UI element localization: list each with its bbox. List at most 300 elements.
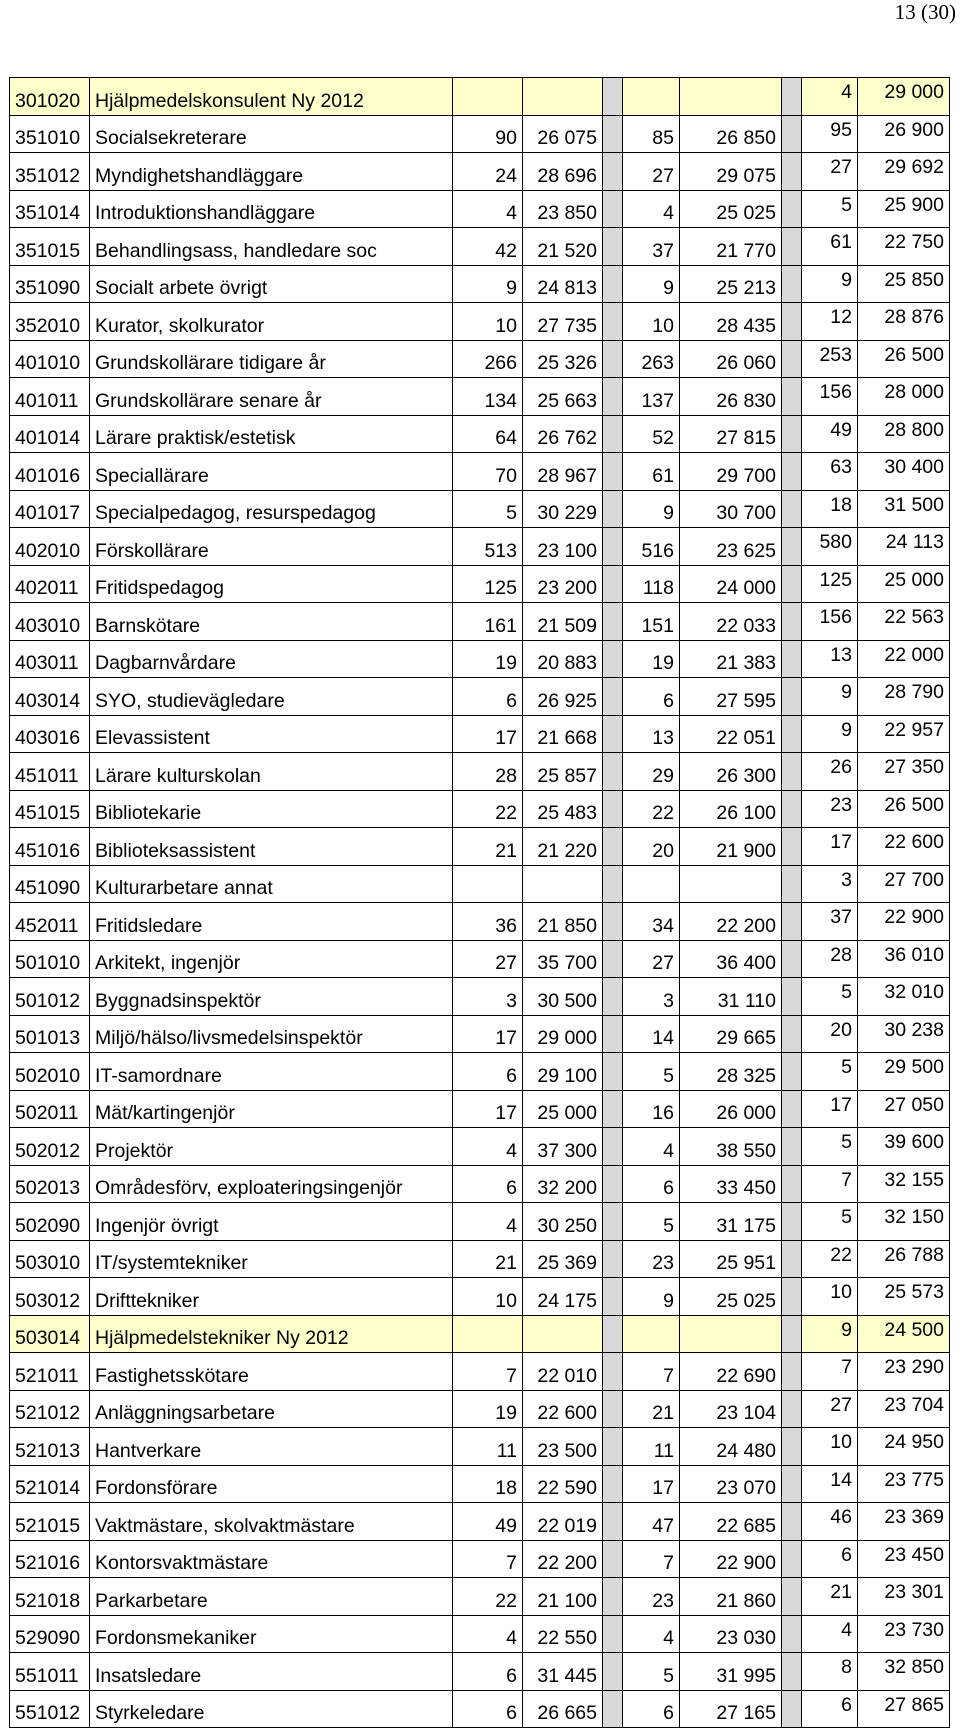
cell-salary-3: 22 750 (858, 228, 950, 266)
cell-title: Miljö/hälso/livsmedelsinspektör (90, 1015, 453, 1053)
cell-salary-2: 25 213 (680, 265, 782, 303)
cell-count-3: 3 (802, 865, 858, 903)
page-number: 13 (30) (894, 0, 956, 24)
cell-salary-2: 23 625 (680, 528, 782, 566)
cell-salary-1: 37 300 (523, 1128, 603, 1166)
cell-title: Fastighetsskötare (90, 1353, 453, 1391)
cell-count-2: 37 (623, 228, 680, 266)
table-row (10, 1203, 950, 1241)
cell-code: 551011 (10, 1653, 90, 1691)
cell-count-2 (623, 865, 680, 903)
cell-salary-3: 36 010 (858, 940, 950, 978)
cell-salary-3: 28 790 (858, 678, 950, 716)
cell-title: Fordonsförare (90, 1465, 453, 1503)
cell-code: 521018 (10, 1578, 90, 1616)
cell-salary-2: 21 860 (680, 1578, 782, 1616)
cell-title: Kurator, skolkurator (90, 303, 453, 341)
cell-title: Hantverkare (90, 1428, 453, 1466)
column-separator (603, 1165, 623, 1203)
cell-count-1: 161 (453, 603, 523, 641)
cell-count-3: 5 (802, 1128, 858, 1166)
cell-count-2: 6 (623, 1690, 680, 1728)
cell-count-1: 36 (453, 903, 523, 941)
table-row (10, 115, 950, 153)
cell-salary-2: 26 100 (680, 790, 782, 828)
cell-count-1: 6 (453, 1165, 523, 1203)
column-separator (603, 1015, 623, 1053)
cell-salary-2: 23 070 (680, 1465, 782, 1503)
cell-salary-2 (680, 78, 782, 116)
column-separator (603, 1315, 623, 1353)
cell-salary-3: 39 600 (858, 1128, 950, 1166)
table-row (10, 753, 950, 791)
column-separator (782, 1015, 802, 1053)
cell-count-2: 61 (623, 453, 680, 491)
cell-salary-1: 23 200 (523, 565, 603, 603)
cell-count-1: 4 (453, 190, 523, 228)
cell-code: 521012 (10, 1390, 90, 1428)
cell-salary-2: 21 770 (680, 228, 782, 266)
cell-salary-2: 27 595 (680, 678, 782, 716)
cell-salary-3: 28 876 (858, 303, 950, 341)
cell-salary-1: 31 445 (523, 1653, 603, 1691)
table-row (10, 1465, 950, 1503)
cell-salary-3: 30 238 (858, 1015, 950, 1053)
table-row (10, 1690, 950, 1728)
column-separator (782, 528, 802, 566)
cell-title: Kontorsvaktmästare (90, 1540, 453, 1578)
cell-salary-3: 22 000 (858, 640, 950, 678)
cell-salary-3: 27 700 (858, 865, 950, 903)
cell-salary-1: 29 000 (523, 1015, 603, 1053)
cell-count-2: 9 (623, 265, 680, 303)
cell-salary-1: 28 696 (523, 153, 603, 191)
cell-code: 451015 (10, 790, 90, 828)
column-separator (782, 153, 802, 191)
column-separator (603, 528, 623, 566)
column-separator (782, 115, 802, 153)
cell-salary-2: 21 900 (680, 828, 782, 866)
cell-salary-1: 30 250 (523, 1203, 603, 1241)
cell-salary-3: 22 900 (858, 903, 950, 941)
cell-count-2: 52 (623, 415, 680, 453)
cell-title: Behandlingsass, handledare soc (90, 228, 453, 266)
cell-title: Fordonsmekaniker (90, 1615, 453, 1653)
column-separator (782, 678, 802, 716)
column-separator (603, 715, 623, 753)
table-row (10, 190, 950, 228)
table-row (10, 1390, 950, 1428)
column-separator (603, 228, 623, 266)
cell-salary-2: 22 200 (680, 903, 782, 941)
column-separator (782, 1165, 802, 1203)
cell-salary-2: 26 850 (680, 115, 782, 153)
cell-salary-2: 28 435 (680, 303, 782, 341)
cell-salary-2: 23 030 (680, 1615, 782, 1653)
table-row (10, 1578, 950, 1616)
cell-count-1: 28 (453, 753, 523, 791)
cell-count-2: 263 (623, 340, 680, 378)
column-separator (603, 978, 623, 1016)
table-row (10, 1503, 950, 1541)
table-row (10, 1653, 950, 1691)
cell-salary-3: 24 113 (858, 528, 950, 566)
cell-salary-2: 33 450 (680, 1165, 782, 1203)
cell-count-1: 4 (453, 1128, 523, 1166)
cell-salary-3: 23 290 (858, 1353, 950, 1391)
column-separator (603, 1690, 623, 1728)
column-separator (603, 603, 623, 641)
cell-salary-1: 22 200 (523, 1540, 603, 1578)
cell-salary-1: 26 762 (523, 415, 603, 453)
cell-count-2: 22 (623, 790, 680, 828)
cell-title: Arkitekt, ingenjör (90, 940, 453, 978)
column-separator (782, 490, 802, 528)
cell-count-2: 20 (623, 828, 680, 866)
cell-salary-1: 21 520 (523, 228, 603, 266)
cell-salary-3: 23 450 (858, 1540, 950, 1578)
column-separator (603, 453, 623, 491)
table-body (10, 78, 950, 1728)
cell-count-2: 47 (623, 1503, 680, 1541)
cell-salary-1: 22 590 (523, 1465, 603, 1503)
cell-count-3: 46 (802, 1503, 858, 1541)
cell-salary-2 (680, 1315, 782, 1353)
cell-code: 403016 (10, 715, 90, 753)
cell-count-1: 70 (453, 453, 523, 491)
cell-count-2: 9 (623, 1278, 680, 1316)
column-separator (782, 903, 802, 941)
cell-count-3: 5 (802, 1053, 858, 1091)
cell-count-1: 4 (453, 1203, 523, 1241)
column-separator (782, 640, 802, 678)
cell-salary-2: 29 665 (680, 1015, 782, 1053)
cell-salary-2: 29 075 (680, 153, 782, 191)
cell-code: 403011 (10, 640, 90, 678)
cell-salary-1: 21 220 (523, 828, 603, 866)
table-row (10, 1240, 950, 1278)
cell-salary-2: 31 175 (680, 1203, 782, 1241)
cell-count-2: 137 (623, 378, 680, 416)
column-separator (603, 1053, 623, 1091)
cell-count-3: 156 (802, 378, 858, 416)
cell-count-3: 26 (802, 753, 858, 791)
column-separator (603, 1278, 623, 1316)
cell-code: 521015 (10, 1503, 90, 1541)
column-separator (603, 903, 623, 941)
table-row (10, 490, 950, 528)
cell-salary-3: 26 900 (858, 115, 950, 153)
column-separator (603, 1540, 623, 1578)
cell-title: Byggnadsinspektör (90, 978, 453, 1016)
cell-salary-2: 22 690 (680, 1353, 782, 1391)
table-row (10, 1053, 950, 1091)
cell-count-2: 5 (623, 1053, 680, 1091)
cell-title: Mät/kartingenjör (90, 1090, 453, 1128)
cell-count-1: 134 (453, 378, 523, 416)
cell-title: Hjälpmedelstekniker Ny 2012 (90, 1315, 453, 1353)
cell-title: IT-samordnare (90, 1053, 453, 1091)
cell-salary-1 (523, 1315, 603, 1353)
cell-title: Insatsledare (90, 1653, 453, 1691)
cell-count-1: 21 (453, 828, 523, 866)
cell-count-2: 118 (623, 565, 680, 603)
cell-salary-3: 29 500 (858, 1053, 950, 1091)
cell-title: Lärare praktisk/estetisk (90, 415, 453, 453)
cell-code: 351015 (10, 228, 90, 266)
cell-count-3: 20 (802, 1015, 858, 1053)
cell-count-2: 9 (623, 490, 680, 528)
column-separator (603, 340, 623, 378)
column-separator (603, 303, 623, 341)
cell-count-3: 27 (802, 1390, 858, 1428)
cell-title: Vaktmästare, skolvaktmästare (90, 1503, 453, 1541)
table-row (10, 678, 950, 716)
column-separator (782, 453, 802, 491)
cell-code: 401011 (10, 378, 90, 416)
table-row (10, 1165, 950, 1203)
cell-count-2: 13 (623, 715, 680, 753)
cell-salary-3: 29 692 (858, 153, 950, 191)
cell-salary-3: 32 850 (858, 1653, 950, 1691)
cell-count-1: 22 (453, 1578, 523, 1616)
table-row (10, 303, 950, 341)
cell-salary-2: 27 165 (680, 1690, 782, 1728)
cell-salary-2: 25 025 (680, 190, 782, 228)
cell-count-2: 5 (623, 1203, 680, 1241)
cell-title: Barnskötare (90, 603, 453, 641)
cell-code: 351010 (10, 115, 90, 153)
cell-code: 403010 (10, 603, 90, 641)
cell-salary-3: 27 350 (858, 753, 950, 791)
cell-salary-1: 23 500 (523, 1428, 603, 1466)
cell-salary-2: 29 700 (680, 453, 782, 491)
cell-count-3: 27 (802, 153, 858, 191)
cell-code: 402011 (10, 565, 90, 603)
cell-salary-1: 23 850 (523, 190, 603, 228)
cell-code: 301020 (10, 78, 90, 116)
cell-code: 451011 (10, 753, 90, 791)
cell-count-1: 6 (453, 678, 523, 716)
cell-count-1: 49 (453, 1503, 523, 1541)
cell-count-1 (453, 78, 523, 116)
cell-salary-3: 32 150 (858, 1203, 950, 1241)
cell-count-1: 7 (453, 1540, 523, 1578)
column-separator (782, 340, 802, 378)
column-separator (782, 190, 802, 228)
column-separator (782, 415, 802, 453)
column-separator (782, 1390, 802, 1428)
table-row (10, 78, 950, 116)
column-separator (782, 1578, 802, 1616)
cell-code: 402010 (10, 528, 90, 566)
cell-count-2: 27 (623, 153, 680, 191)
cell-salary-2: 24 000 (680, 565, 782, 603)
cell-count-2: 21 (623, 1390, 680, 1428)
cell-salary-3: 26 788 (858, 1240, 950, 1278)
cell-salary-1: 26 665 (523, 1690, 603, 1728)
cell-code: 401014 (10, 415, 90, 453)
cell-title: Myndighetshandläggare (90, 153, 453, 191)
column-separator (603, 115, 623, 153)
column-separator (603, 1090, 623, 1128)
cell-count-3: 95 (802, 115, 858, 153)
cell-count-1: 11 (453, 1428, 523, 1466)
column-separator (782, 1315, 802, 1353)
cell-count-2 (623, 78, 680, 116)
column-separator (603, 415, 623, 453)
cell-count-1: 21 (453, 1240, 523, 1278)
cell-salary-1: 22 600 (523, 1390, 603, 1428)
cell-salary-3: 25 573 (858, 1278, 950, 1316)
cell-salary-3: 32 155 (858, 1165, 950, 1203)
column-separator (603, 490, 623, 528)
column-separator (782, 1203, 802, 1241)
cell-code: 351012 (10, 153, 90, 191)
cell-count-2: 151 (623, 603, 680, 641)
cell-count-1: 513 (453, 528, 523, 566)
column-separator (603, 678, 623, 716)
cell-count-3: 4 (802, 78, 858, 116)
cell-count-2 (623, 1315, 680, 1353)
cell-salary-3: 26 500 (858, 790, 950, 828)
cell-code: 452011 (10, 903, 90, 941)
column-separator (782, 78, 802, 116)
column-separator (782, 1503, 802, 1541)
cell-code: 401017 (10, 490, 90, 528)
cell-count-1 (453, 865, 523, 903)
table-row (10, 228, 950, 266)
cell-salary-1: 30 229 (523, 490, 603, 528)
cell-salary-2: 26 830 (680, 378, 782, 416)
cell-title: Kulturarbetare annat (90, 865, 453, 903)
cell-count-2: 11 (623, 1428, 680, 1466)
column-separator (603, 1353, 623, 1391)
table-row (10, 790, 950, 828)
cell-count-3: 253 (802, 340, 858, 378)
cell-count-3: 9 (802, 678, 858, 716)
cell-salary-3: 24 950 (858, 1428, 950, 1466)
cell-count-3: 14 (802, 1465, 858, 1503)
cell-count-2: 10 (623, 303, 680, 341)
cell-salary-2: 31 110 (680, 978, 782, 1016)
cell-salary-1: 20 883 (523, 640, 603, 678)
column-separator (782, 265, 802, 303)
cell-salary-1: 26 075 (523, 115, 603, 153)
column-separator (782, 753, 802, 791)
column-separator (782, 978, 802, 1016)
cell-count-1: 90 (453, 115, 523, 153)
table-row (10, 378, 950, 416)
cell-count-2: 17 (623, 1465, 680, 1503)
salary-table (9, 77, 950, 1728)
cell-code: 451016 (10, 828, 90, 866)
cell-code: 501010 (10, 940, 90, 978)
cell-code: 503012 (10, 1278, 90, 1316)
cell-title: Bibliotekarie (90, 790, 453, 828)
cell-code: 501013 (10, 1015, 90, 1053)
table-row (10, 1315, 950, 1353)
cell-salary-2: 24 480 (680, 1428, 782, 1466)
cell-salary-3: 25 900 (858, 190, 950, 228)
cell-count-2: 7 (623, 1540, 680, 1578)
column-separator (603, 1578, 623, 1616)
cell-salary-2: 31 995 (680, 1653, 782, 1691)
cell-salary-1: 25 326 (523, 340, 603, 378)
table-row (10, 715, 950, 753)
column-separator (603, 790, 623, 828)
cell-count-1: 19 (453, 1390, 523, 1428)
table-row (10, 528, 950, 566)
cell-count-2: 7 (623, 1353, 680, 1391)
cell-code: 502012 (10, 1128, 90, 1166)
cell-salary-3: 23 704 (858, 1390, 950, 1428)
table-row (10, 565, 950, 603)
table-row (10, 640, 950, 678)
table-row (10, 340, 950, 378)
cell-count-1: 17 (453, 715, 523, 753)
cell-count-1: 10 (453, 1278, 523, 1316)
cell-code: 502090 (10, 1203, 90, 1241)
cell-code: 401010 (10, 340, 90, 378)
cell-title: Lärare kulturskolan (90, 753, 453, 791)
cell-count-3: 580 (802, 528, 858, 566)
cell-title: Ingenjör övrigt (90, 1203, 453, 1241)
column-separator (782, 1240, 802, 1278)
cell-salary-1: 29 100 (523, 1053, 603, 1091)
cell-count-2: 27 (623, 940, 680, 978)
cell-count-1: 4 (453, 1615, 523, 1653)
cell-code: 503010 (10, 1240, 90, 1278)
cell-count-3: 8 (802, 1653, 858, 1691)
cell-count-3: 9 (802, 1315, 858, 1353)
cell-count-1: 5 (453, 490, 523, 528)
column-separator (782, 1053, 802, 1091)
cell-count-3: 22 (802, 1240, 858, 1278)
column-separator (603, 865, 623, 903)
cell-count-2: 3 (623, 978, 680, 1016)
column-separator (782, 828, 802, 866)
cell-count-3: 7 (802, 1165, 858, 1203)
column-separator (603, 565, 623, 603)
cell-title: Speciallärare (90, 453, 453, 491)
table-row (10, 865, 950, 903)
cell-count-3: 49 (802, 415, 858, 453)
column-separator (782, 565, 802, 603)
column-separator (782, 1465, 802, 1503)
table-row (10, 940, 950, 978)
cell-count-3: 9 (802, 715, 858, 753)
column-separator (603, 1503, 623, 1541)
cell-salary-1: 24 813 (523, 265, 603, 303)
cell-salary-1: 25 369 (523, 1240, 603, 1278)
cell-count-3: 5 (802, 190, 858, 228)
cell-count-1: 18 (453, 1465, 523, 1503)
column-separator (603, 1240, 623, 1278)
cell-salary-3: 28 000 (858, 378, 950, 416)
cell-code: 521011 (10, 1353, 90, 1391)
cell-salary-3: 30 400 (858, 453, 950, 491)
cell-salary-3: 32 010 (858, 978, 950, 1016)
cell-salary-2: 23 104 (680, 1390, 782, 1428)
cell-salary-1: 28 967 (523, 453, 603, 491)
column-separator (603, 1465, 623, 1503)
cell-count-3: 28 (802, 940, 858, 978)
cell-count-2: 5 (623, 1653, 680, 1691)
column-separator (603, 940, 623, 978)
column-separator (782, 1090, 802, 1128)
column-separator (782, 1428, 802, 1466)
